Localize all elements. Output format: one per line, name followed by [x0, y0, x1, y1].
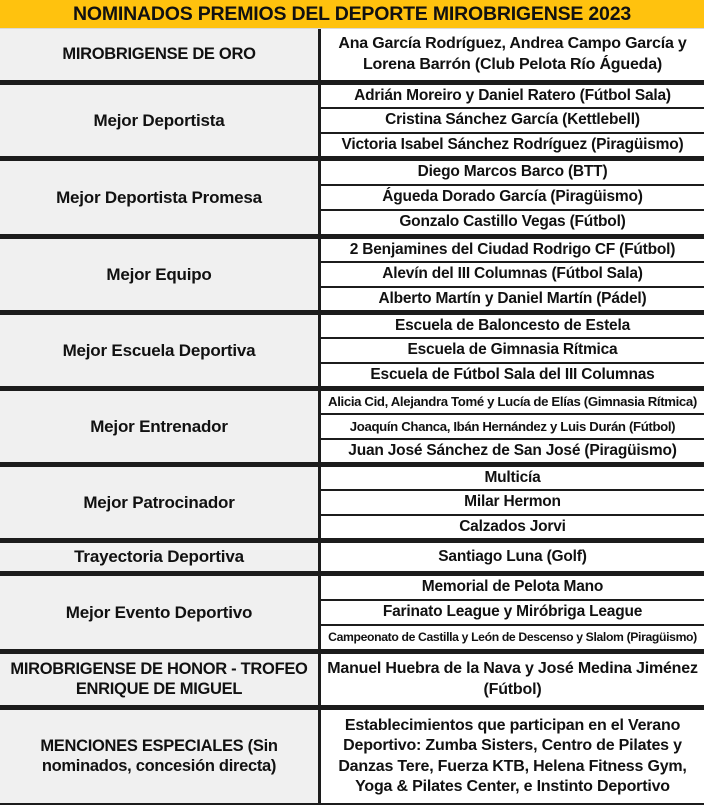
- nominee-item: [321, 109, 704, 133]
- category-row: [0, 29, 704, 85]
- nominee-text: Escuela de Gimnasia Rítmica: [407, 341, 618, 359]
- nominee-list: [321, 85, 704, 156]
- nominee-item: [321, 516, 704, 538]
- nominee-item: [321, 211, 704, 234]
- nominee-text: Campeonato de Castilla y León de Descenso y Slalom (Piragüismo): [328, 630, 697, 645]
- category-label-text: Mejor Escuela Deportiva: [62, 340, 256, 360]
- nominee-list: [321, 239, 704, 310]
- nominee-text: Escuela de Baloncesto de Estela: [394, 316, 630, 334]
- nominee-item: [321, 186, 704, 211]
- nominee-text: Ana García Rodríguez, Andrea Campo García y Lorena Barrón (Club Pelota Río Águeda): [338, 35, 687, 73]
- nominee-text: Multicía: [484, 468, 541, 486]
- nominee-item: [321, 364, 704, 386]
- category-label: [0, 654, 321, 705]
- nominee-text: Milar Hermon: [464, 493, 561, 511]
- nominee-text: Joaquín Chanca, Ibán Hernández y Luis Durán (Fútbol): [349, 418, 676, 434]
- nominee-text: Calzados Jorvi: [459, 517, 566, 535]
- nominee-text: Águeda Dorado García (Piragüismo): [382, 188, 643, 206]
- nominee-list: [321, 654, 704, 705]
- category-label: [0, 467, 321, 538]
- category-label-text: Mejor Deportista Promesa: [56, 187, 262, 207]
- category-label-text: MIROBRIGENSE DE ORO: [62, 44, 256, 63]
- nominee-item: [321, 29, 704, 80]
- nominee-text: Escuela de Fútbol Sala del III Columnas: [370, 365, 655, 383]
- category-label-text: MENCIONES ESPECIALES (Sin nominados, concesión directa): [40, 737, 278, 775]
- nominee-item: [321, 134, 704, 156]
- nominee-text: Manuel Huebra de la Nava y José Medina Jiménez (Fútbol): [327, 660, 698, 698]
- category-label-text: Mejor Evento Deportivo: [65, 602, 253, 622]
- category-label-text: MIROBRIGENSE DE HONOR - TROFEO ENRIQUE DE MIGUEL: [10, 660, 308, 698]
- nominee-list: [321, 315, 704, 386]
- nominee-item: [321, 576, 704, 601]
- category-label: [0, 239, 321, 310]
- category-label: [0, 576, 321, 649]
- category-label-text: Mejor Entrenador: [90, 416, 228, 436]
- nominee-item: [321, 467, 704, 491]
- category-label-text: Mejor Equipo: [106, 264, 212, 284]
- category-row: [0, 654, 704, 710]
- category-row: [0, 85, 704, 161]
- nominee-list: [321, 161, 704, 234]
- nominee-list: [321, 543, 704, 571]
- nominee-list: [321, 467, 704, 538]
- nominee-list: [321, 576, 704, 649]
- category-row: [0, 467, 704, 543]
- nominee-list: [321, 391, 704, 462]
- category-row: [0, 391, 704, 467]
- nominee-item: [321, 601, 704, 626]
- page-title: NOMINADOS PREMIOS DEL DEPORTE MIROBRIGENSE 2023: [0, 0, 704, 29]
- nominee-item: [321, 710, 704, 803]
- nominee-text: Memorial de Pelota Mano: [421, 578, 604, 596]
- nominee-text: Santiago Luna (Golf): [438, 547, 587, 565]
- nominee-text: Diego Marcos Barco (BTT): [417, 163, 608, 181]
- nominee-item: [321, 415, 704, 439]
- nominee-item: [321, 263, 704, 287]
- nominee-text: 2 Benjamines del Ciudad Rodrigo CF (Fútbol): [349, 240, 676, 258]
- nominee-item: [321, 339, 704, 363]
- nominee-item: [321, 161, 704, 186]
- nominee-text: Adrián Moreiro y Daniel Ratero (Fútbol Sala): [354, 86, 671, 104]
- nominee-text: Cristina Sánchez García (Kettlebell): [385, 111, 640, 129]
- category-row: [0, 161, 704, 239]
- category-label: [0, 710, 321, 803]
- nominee-text: Farinato League y Miróbriga League: [382, 603, 643, 621]
- category-row: [0, 315, 704, 391]
- nominee-item: [321, 85, 704, 109]
- category-label: [0, 391, 321, 462]
- nominee-item: [321, 315, 704, 339]
- category-label: [0, 29, 321, 80]
- category-label: [0, 543, 321, 571]
- nominee-item: [321, 239, 704, 263]
- category-label-text: Mejor Patrocinador: [83, 492, 235, 512]
- category-label: [0, 85, 321, 156]
- nominee-text: Establecimientos que participan en el Verano Deportivo: Zumba Sisters, Centro de Pilates y Danzas Tere, Fuerza KTB, Helena Fitness Gym, Yoga & Pilates Center, e Instinto Deportivo: [338, 716, 687, 795]
- nominee-text: Victoria Isabel Sánchez Rodríguez (Piragüismo): [341, 135, 684, 153]
- category-row: [0, 543, 704, 576]
- nominee-item: [321, 288, 704, 310]
- nominee-item: [321, 626, 704, 649]
- category-label: [0, 161, 321, 234]
- nominee-item: [321, 391, 704, 415]
- nominee-text: Alicia Cid, Alejandra Tomé y Lucía de Elías (Gimnasia Rítmica): [328, 394, 697, 410]
- nominee-item: [321, 654, 704, 705]
- nominee-item: [321, 440, 704, 462]
- nominee-item: [321, 491, 704, 515]
- nominee-text: Juan José Sánchez de San José (Piragüismo): [348, 441, 677, 459]
- category-label-text: Mejor Deportista: [93, 110, 225, 130]
- category-row: [0, 710, 704, 805]
- nominee-item: [321, 543, 704, 571]
- category-row: [0, 239, 704, 315]
- nominee-text: Alevín del III Columnas (Fútbol Sala): [382, 265, 643, 283]
- nominee-text: Alberto Martín y Daniel Martín (Pádel): [378, 289, 647, 307]
- category-label: [0, 315, 321, 386]
- nominee-list: [321, 710, 704, 803]
- category-row: [0, 576, 704, 654]
- nominee-text: Gonzalo Castillo Vegas (Fútbol): [399, 213, 626, 231]
- nominee-list: [321, 29, 704, 80]
- category-label-text: Trayectoria Deportiva: [74, 547, 244, 567]
